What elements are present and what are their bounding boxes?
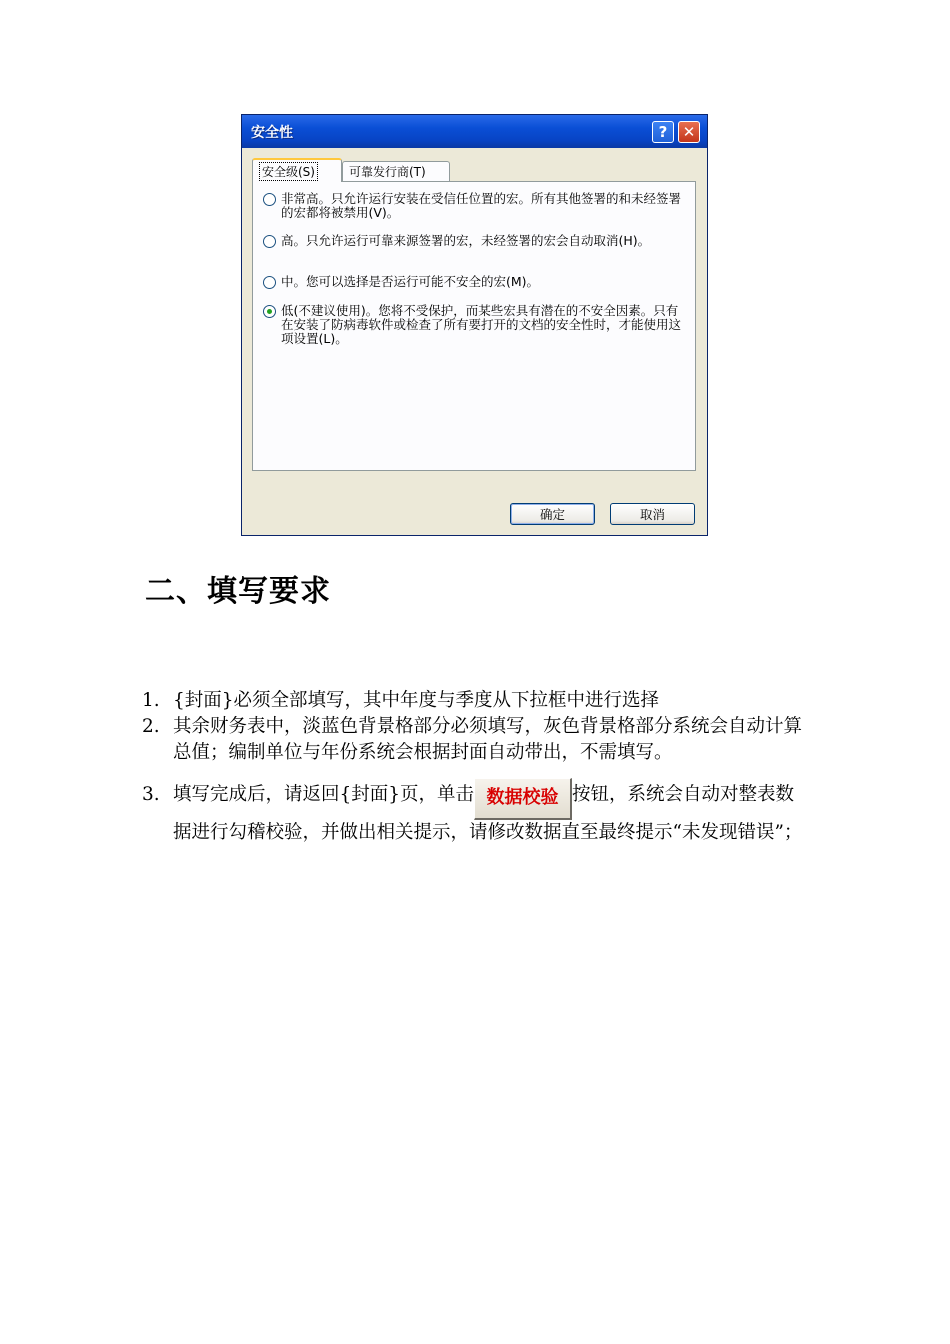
help-icon: ? [658, 123, 668, 141]
security-dialog [241, 114, 708, 536]
list-item-text-after: 按钮，系统会自动对整表数据进行勾稽校验，并做出相关提示，请修改数据直至最终提示“未发现错误”； [173, 784, 803, 843]
close-button[interactable] [678, 121, 700, 143]
option-high-label: 高。只允许运行可靠来源签署的宏，未经签署的宏会自动取消(H)。 [281, 233, 651, 248]
option-low[interactable] [263, 304, 683, 346]
ok-button[interactable]: 确定 [510, 503, 595, 525]
option-low-label: 低(不建议使用)。您将不受保护，而某些宏具有潜在的不安全因素。只有在安装了防病毒软件或检查了所有要打开的文档的安全性时，才能使用这项设置(L)。 [281, 303, 682, 346]
tab-trusted-publishers-label: 可靠发行商(T) [349, 165, 426, 179]
tab-security-level[interactable] [252, 158, 342, 182]
security-level-panel [252, 181, 696, 471]
tab-trusted-publishers[interactable] [342, 161, 450, 181]
list-item-text: 其余财务表中，淡蓝色背景格部分必须填写，灰色背景格部分系统会自动计算总值；编制单位与年份系统会根据封面自动带出，不需填写。 [173, 716, 803, 763]
list-item-text-before: 填写完成后，请返回{封面}页，单击 [173, 784, 475, 805]
radio-very-high[interactable] [263, 193, 276, 206]
list-item-text: {封面}必须全部填写，其中年度与季度从下拉框中进行选择 [173, 690, 660, 711]
data-validation-button[interactable]: 数据校验 [474, 778, 572, 820]
list-item-number: 1. [142, 690, 160, 711]
option-very-high-label: 非常高。只允许运行安装在受信任位置的宏。所有其他签署的和未经签署的宏都将被禁用(V)。 [281, 191, 682, 220]
option-high[interactable] [263, 234, 683, 248]
option-very-high[interactable] [263, 192, 683, 220]
list-item-number: 2. [142, 716, 160, 737]
requirements-list [142, 688, 812, 846]
cancel-button[interactable]: 取消 [610, 503, 695, 525]
option-medium[interactable] [263, 275, 683, 289]
dialog-titlebar [242, 115, 707, 148]
list-item [142, 714, 812, 766]
list-item [142, 782, 812, 846]
radio-low[interactable] [263, 305, 276, 318]
list-item [142, 688, 812, 714]
tab-security-level-label: 安全级(S) [259, 162, 318, 181]
section-heading: 二、填写要求 [145, 574, 331, 609]
close-icon: ✕ [682, 123, 696, 141]
help-button[interactable] [652, 121, 674, 143]
dialog-title: 安全性 [251, 125, 293, 141]
list-item-number: 3. [142, 784, 160, 805]
option-medium-label: 中。您可以选择是否运行可能不安全的宏(M)。 [281, 274, 540, 289]
radio-high[interactable] [263, 235, 276, 248]
radio-medium[interactable] [263, 276, 276, 289]
